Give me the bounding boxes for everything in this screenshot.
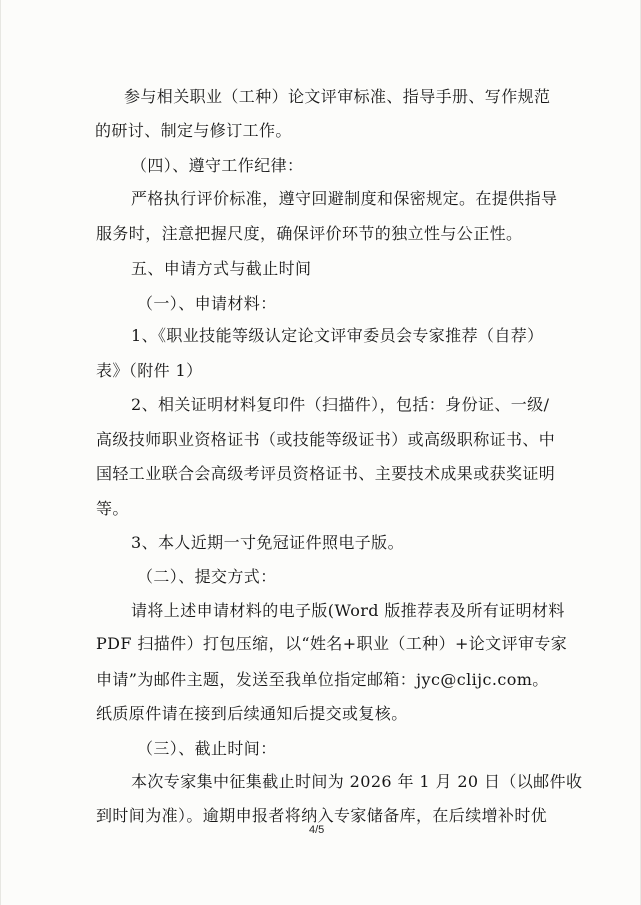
text-line-8: 1、《职业技能等级认定论文评审委员会专家推荐（自荐） [131, 326, 544, 345]
page-number: 4/5 [309, 824, 325, 836]
section-heading-application: 五、申请方式与截止时间 [131, 259, 312, 278]
text-line-19: 纸质原件请在接到后续通知后提交或复核。 [96, 704, 408, 723]
text-line-13: 等。 [96, 499, 129, 518]
text-line-14: 3、本人近期一寸免冠证件照电子版。 [131, 533, 404, 552]
text-line-2: 的研讨、制定与修订工作。 [95, 121, 292, 140]
text-line-1: 参与相关职业（工种）论文评审标准、指导手册、写作规范 [124, 87, 551, 106]
text-line-12: 国轻工业联合会高级考评员资格证书、主要技术成果或获奖证明 [96, 464, 556, 483]
subheading-deadline: （三）、截止时间： [137, 739, 277, 758]
text-line-21: 本次专家集中征集截止时间为 2026 年 1 月 20 日（以邮件收 [131, 772, 583, 791]
text-line-17: PDF 扫描件）打包压缩，以“姓名+职业（工种）+论文评审专家 [96, 634, 568, 653]
text-line-4: 严格执行评价标准，遵守回避制度和保密规定。在提供指导 [131, 189, 558, 208]
text-line-9: 表》（附件 1） [96, 361, 203, 380]
text-line-10: 2、相关证明材料复印件（扫描件），包括：身份证、一级/ [131, 395, 550, 414]
text-line-22: 到时间为准）。逾期申报者将纳入专家储备库，在后续增补时优 [96, 806, 548, 825]
section-heading-discipline: （四）、遵守工作纪律： [131, 156, 304, 175]
text-line-11: 高级技师职业资格证书（或技能等级证书）或高级职称证书、中 [96, 430, 556, 449]
subheading-materials: （一）、申请材料： [137, 294, 277, 313]
subheading-submission: （二）、提交方式： [137, 567, 277, 586]
text-line-5: 服务时，注意把握尺度，确保评价环节的独立性与公正性。 [96, 224, 523, 243]
text-line-16: 请将上述申请材料的电子版(Word 版推荐表及所有证明材料 [131, 601, 565, 620]
text-line-18: 申请”为邮件主题，发送至我单位指定邮箱：jyc@clijc.com。 [96, 670, 549, 689]
